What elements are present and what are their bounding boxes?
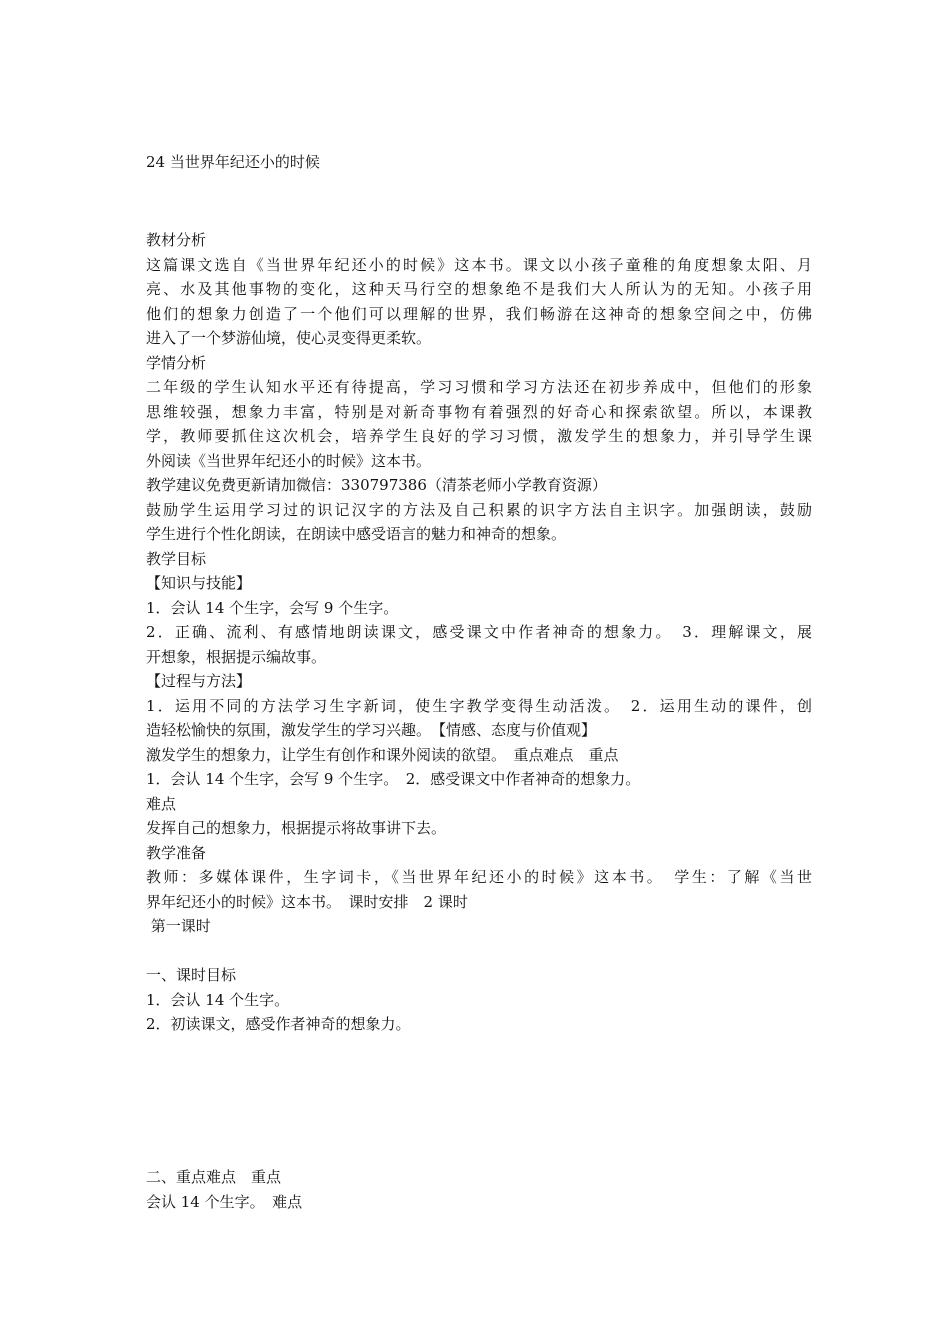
section-heading-textbook-analysis: 教材分析 — [146, 231, 207, 249]
list-item: 2．初读课文，感受作者神奇的想象力。 — [146, 1015, 411, 1033]
paragraph-line: 亮、水及其他事物的变化，这种天马行空的想象绝不是我们大人所认为的无知。小孩子用 — [146, 280, 812, 298]
list-item: 1．会认 14 个生字。 — [146, 990, 290, 1009]
paragraph-line: 界年纪还小的时候》这本书。 课时安排 2 课时 — [146, 892, 468, 911]
list-item: 1．会认 14 个生字，会写 9 个生字。 — [146, 598, 399, 617]
section-heading-student-analysis: 学情分析 — [146, 353, 207, 372]
teaching-suggestion-line: 教学建议免费更新请加微信：330797386（清茶老师小学教育资源） — [146, 476, 607, 494]
paragraph-line: 学生进行个性化朗读，在朗读中感受语言的魅力和神奇的想象。 — [146, 525, 567, 543]
paragraph-line: 这篇课文选自《当世界年纪还小的时候》这本书。课文以小孩子童稚的角度想象太阳、月 — [146, 255, 812, 274]
section-heading-teaching-goals: 教学目标 — [146, 549, 207, 568]
list-item: 开想象，根据提示编故事。 — [146, 647, 327, 666]
list-item: 造轻松愉快的氛围，激发学生的学习兴趣。 【情感、态度与价值观】 — [146, 721, 597, 739]
paragraph-line: 激发学生的想象力，让学生有创作和课外阅读的欲望。 重点难点 重点 — [146, 745, 619, 764]
subheading-knowledge-skills: 【知识与技能】 — [146, 574, 252, 592]
list-item: 2．正确、流利、有感情地朗读课文，感受课文中作者神奇的想象力。 3．理解课文，展 — [146, 623, 812, 641]
paragraph-line: 会认 14 个生字。 难点 — [146, 1192, 303, 1211]
paragraph-line: 发挥自己的想象力，根据提示将故事讲下去。 — [146, 819, 447, 837]
paragraph-line: 进入了一个梦游仙境，使心灵变得更柔软。 — [146, 329, 432, 347]
section-heading-lesson-goals: 一、课时目标 — [146, 966, 237, 984]
paragraph-line: 思维较强，想象力丰富，特别是对新奇事物有着强烈的好奇心和探索欲望。所以，本课教 — [146, 402, 812, 421]
paragraph-line: 外阅读《当世界年纪还小的时候》这本书。 — [146, 451, 432, 470]
paragraph-line: 鼓励学生运用学习过的识记汉字的方法及自己积累的识字方法自主识字。加强朗读，鼓励 — [146, 500, 812, 519]
list-item: 1．运用不同的方法学习生字新词，使生字教学变得生动活泼。 2．运用生动的课件，创 — [146, 696, 812, 715]
section-heading-difficulty: 难点 — [146, 794, 177, 813]
lesson-heading: 第一课时 — [146, 917, 211, 935]
subheading-process-methods: 【过程与方法】 — [146, 672, 252, 690]
paragraph-line: 教师：多媒体课件，生字词卡，《当世界年纪还小的时候》这本书。 学生：了解《当世 — [146, 868, 812, 886]
section-heading-key-points: 二、重点难点 重点 — [146, 1168, 282, 1186]
paragraph-line: 学，教师要抓住这次机会，培养学生良好的学习习惯，激发学生的想象力，并引导学生课 — [146, 427, 812, 445]
section-heading-preparation: 教学准备 — [146, 843, 207, 862]
paragraph-line: 二年级的学生认知水平还有待提高，学习习惯和学习方法还在初步养成中，但他们的形象 — [146, 378, 812, 396]
document-title: 24 当世界年纪还小的时候 — [146, 153, 320, 171]
list-item: 1．会认 14 个生字，会写 9 个生字。 2．感受课文中作者神奇的想象力。 — [146, 770, 641, 788]
paragraph-line: 他们的想象力创造了一个他们可以理解的世界，我们畅游在这神奇的想象空间之中，仿佛 — [146, 304, 812, 323]
